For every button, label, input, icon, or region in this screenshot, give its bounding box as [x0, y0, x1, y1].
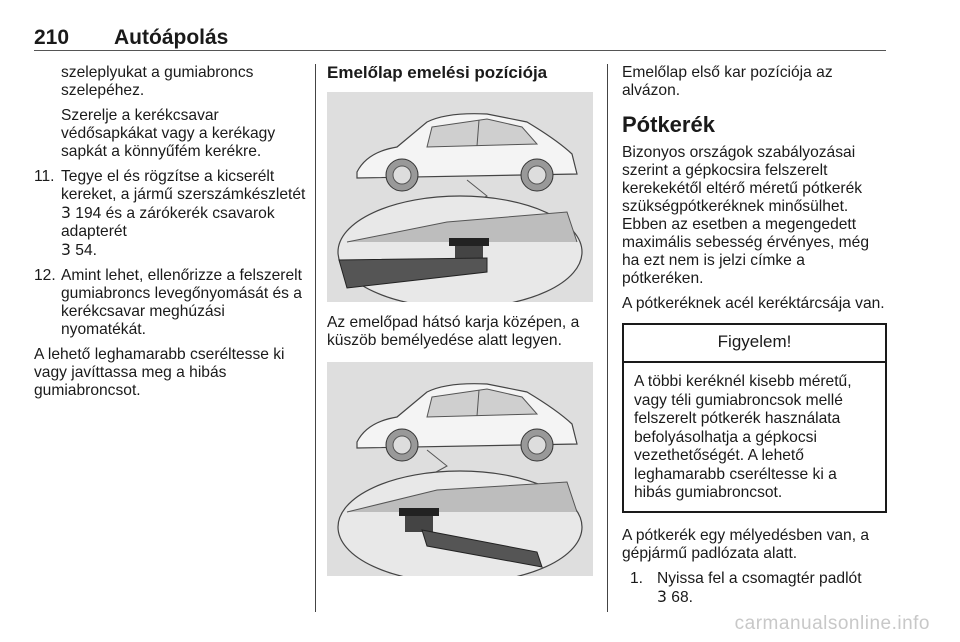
step-number: 1.	[630, 569, 644, 587]
chapter-title: Autóápolás	[114, 26, 229, 49]
page-reference-link[interactable]: 194	[75, 205, 102, 222]
page-reference-link[interactable]: 68.	[671, 588, 693, 606]
page-reference-arrow-icon: 3	[61, 204, 71, 222]
step-number: 11.	[34, 168, 55, 185]
warning-text: A többi keréknél kisebb méretű, vagy téli gumiabroncsok mellé felszerelt pótkerék használata befolyásolhatja a gépkocsi vezethetőségét. A lehető leghamarabb cseréltesse ki a hibás gumiabroncsot.	[634, 373, 852, 501]
lift-rear-arm-figure	[327, 92, 593, 302]
step-text: Tegye el és rögzítse a kicserélt kereket, a jármű szerszámkészletét	[61, 168, 306, 203]
figure-caption: Az emelőpad hátsó karja középen, a küszöb bemélyedése alatt legyen.	[327, 314, 580, 349]
step-11	[34, 168, 314, 260]
continued-text-2: Szerelje a kerékcsavar védősapkákat vagy a kerékagy sapkát a könnyűfém kerékre.	[61, 107, 276, 160]
closing-paragraph: A lehető leghamarabb cseréltesse ki vagy javíttassa meg a hibás gumiabroncsot.	[34, 346, 285, 399]
continued-text: szeleplyukat a gumiabroncs szelepéhez.	[61, 64, 254, 99]
watermark: carmanualsonline.info	[734, 613, 930, 634]
column-1	[34, 64, 314, 407]
spare-paragraph-1: Bizonyos országok szabályozásai szerint a gépkocsira felszerelt kerekekétől eltérő méretű pótkerék szükségpótkeréknek minősülhet. Ebben az esetben a megengedett maximális sebesség érvényes, még ha ezt nem is jelzi címke a pótkeréken.	[622, 144, 870, 287]
section-heading: Emelőlap emelési pozíciója	[327, 63, 548, 82]
page-reference-arrow-icon: 3	[657, 587, 667, 606]
section-heading-spare-wheel: Pótkerék	[622, 112, 715, 137]
intro-text: Emelőlap első kar pozíciója az alvázon.	[622, 64, 833, 99]
page-header	[34, 24, 886, 50]
page-number: 210	[34, 26, 70, 49]
step-number: 12.	[34, 267, 56, 284]
page-reference-link[interactable]: 54.	[75, 242, 97, 259]
column-divider	[607, 64, 608, 612]
step-text-mid: és a zárókerék csavarok adapterét	[61, 205, 275, 240]
column-2	[327, 64, 593, 576]
warning-title: Figyelem!	[624, 325, 885, 363]
step-1	[630, 570, 887, 607]
step-text: Nyissa fel a csomagtér padlót	[657, 569, 862, 587]
warning-box	[622, 323, 887, 513]
column-divider	[315, 64, 316, 612]
lift-front-arm-figure	[327, 362, 593, 576]
step-text: Amint lehet, ellenőrizze a felszerelt gumiabroncs levegőnyomását és a kerékcsavar meghúzási nyomatékát.	[61, 267, 302, 338]
step-12	[34, 267, 314, 339]
spare-paragraph-2: A pótkeréknek acél keréktárcsája van.	[622, 295, 885, 312]
header-rule	[34, 50, 886, 51]
page-reference-arrow-icon: 3	[61, 241, 71, 259]
spare-paragraph-3: A pótkerék egy mélyedésben van, a gépjármű padlózata alatt.	[622, 526, 870, 562]
column-3	[622, 64, 887, 614]
